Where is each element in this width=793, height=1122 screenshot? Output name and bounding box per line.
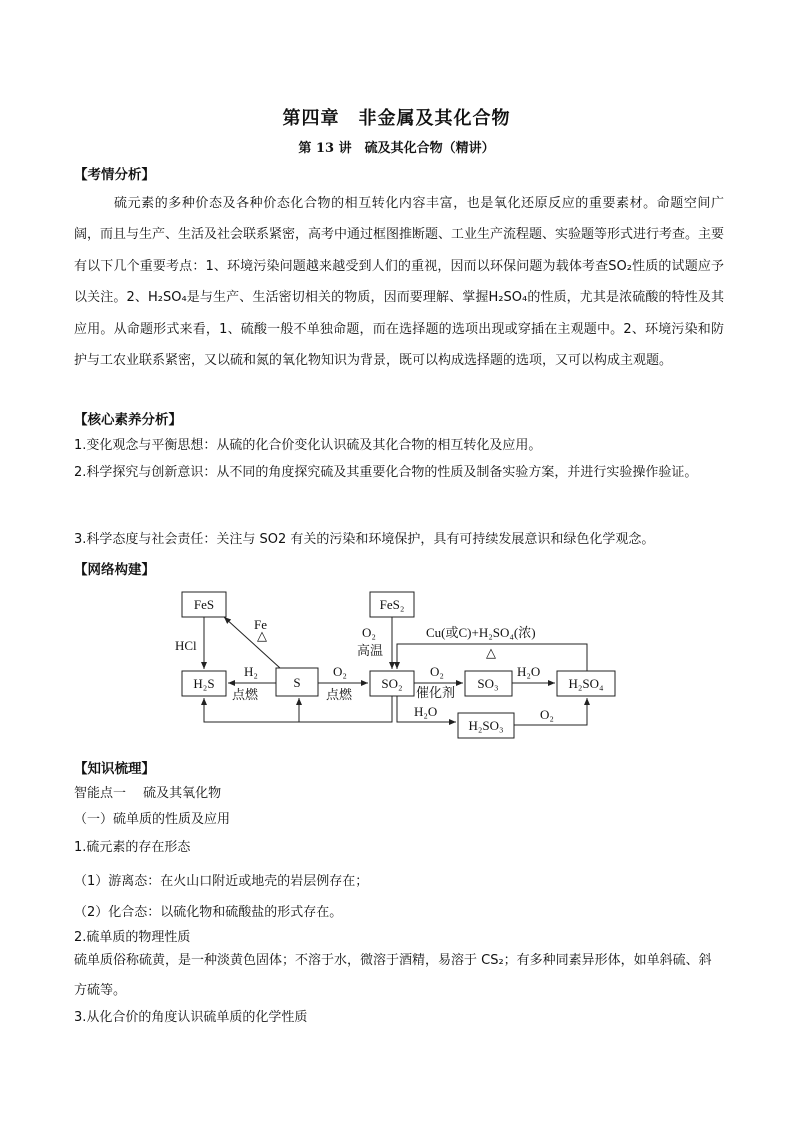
- label-h2o-b: H₂O: [414, 704, 438, 719]
- analysis-paragraph: 硫元素的多种价态及各种价态化合物的相互转化内容丰富，也是氧化还原反应的重要素材。命题空间广阔，而且与生产、生活及社会联系紧密，高考中通过框图推断题、工业生产流程题、实验题等形式进行考查。主要有以下几个重要考点：1、环境污染问题越来越受到人们的重视，因而以环保问题为载体考查SO₂性质的试题应予以关注。2、H₂SO₄是与生产、生活密切相关的物质，因而要理解、掌握H₂SO₄的性质，尤其是浓硫酸的特性及其应用。从命题形式来看，1、硫酸一般不单独命题，而在选择题的选项出现或穿插在主观题中。2、环境污染和防护与工农业联系紧密，又以硫和氮的氧化物知识为背景，既可以构成选择题的选项，又可以构成主观题。: [74, 196, 725, 369]
- label-o2-a: O₂: [333, 664, 347, 679]
- label-ignite-1: 点燃: [232, 687, 259, 702]
- label-o2-c: O₂: [430, 664, 444, 679]
- label-hcl: HCl: [175, 638, 197, 653]
- box-fes-label: FeS: [193, 597, 215, 612]
- label-heat-1: △: [257, 628, 267, 643]
- box-h2so4-label: H₂SO₄: [568, 676, 604, 691]
- literacy-item-1: 1.变化观念与平衡思想：从硫的化合价变化认识硫及其化合物的相互转化及应用。: [74, 438, 542, 453]
- literacy-item-2: 2.科学探究与创新意识：从不同的角度探究硫及其重要化合物的性质及制备实验方案，并进行实验操作验证。: [74, 465, 698, 480]
- literacy-heading: 【核心素养分析】: [74, 412, 182, 428]
- box-h2s-label: H₂S: [193, 676, 215, 691]
- chapter-title: 第四章 非金属及其化合物: [282, 108, 511, 129]
- label-o2-b: O₂: [362, 625, 376, 640]
- label-fe: Fe: [254, 617, 267, 632]
- label-heat-2: △: [486, 645, 496, 660]
- label-h2: H₂: [244, 664, 258, 679]
- box-so2-label: SO₂: [381, 676, 403, 691]
- box-s-label: S: [293, 675, 301, 690]
- label-ignite-2: 点燃: [326, 687, 353, 702]
- analysis-heading: 【考情分析】: [74, 167, 155, 183]
- label-catalyst: 催化剂: [416, 685, 456, 700]
- section-2-text: 硫单质俗称硫黄，是一种淡黄色固体；不溶于水，微溶于酒精，易溶于 CS₂；有多种同素异形体，如单斜硫、斜方硫等。: [74, 953, 712, 998]
- network-heading: 【网络构建】: [74, 562, 155, 578]
- section-1-b: （2）化合态：以硫化物和硫酸盐的形式存在。: [74, 905, 343, 920]
- lesson-subtitle: 第 13 讲 硫及其化合物（精讲）: [298, 141, 495, 156]
- section-2-title: 2.硫单质的物理性质: [74, 930, 191, 945]
- box-h2so3-label: H₂SO₃: [468, 718, 504, 733]
- knowledge-part: （一）硫单质的性质及应用: [74, 812, 231, 827]
- section-1-title: 1.硫元素的存在形态: [74, 840, 191, 855]
- section-1-a: （1）游离态：在火山口附近或地壳的岩层例存在；: [74, 874, 369, 889]
- label-o2-d: O₂: [540, 707, 554, 722]
- knowledge-point: 智能点一 硫及其氧化物: [74, 786, 222, 801]
- label-h2o-a: H₂O: [517, 664, 541, 679]
- literacy-item-3: 3.科学态度与社会责任：关注与 SO2 有关的污染和环境保护，具有可持续发展意识和绿色化学观念。: [74, 532, 655, 547]
- section-3-title: 3.从化合价的角度认识硫单质的化学性质: [74, 1010, 308, 1025]
- label-high-temp: 高温: [357, 643, 384, 658]
- knowledge-heading: 【知识梳理】: [74, 761, 155, 777]
- label-cu-reaction: Cu(或C)+H₂SO₄(浓): [426, 625, 536, 640]
- box-so3-label: SO₃: [477, 676, 499, 691]
- box-fes2-label: FeS₂: [379, 597, 405, 612]
